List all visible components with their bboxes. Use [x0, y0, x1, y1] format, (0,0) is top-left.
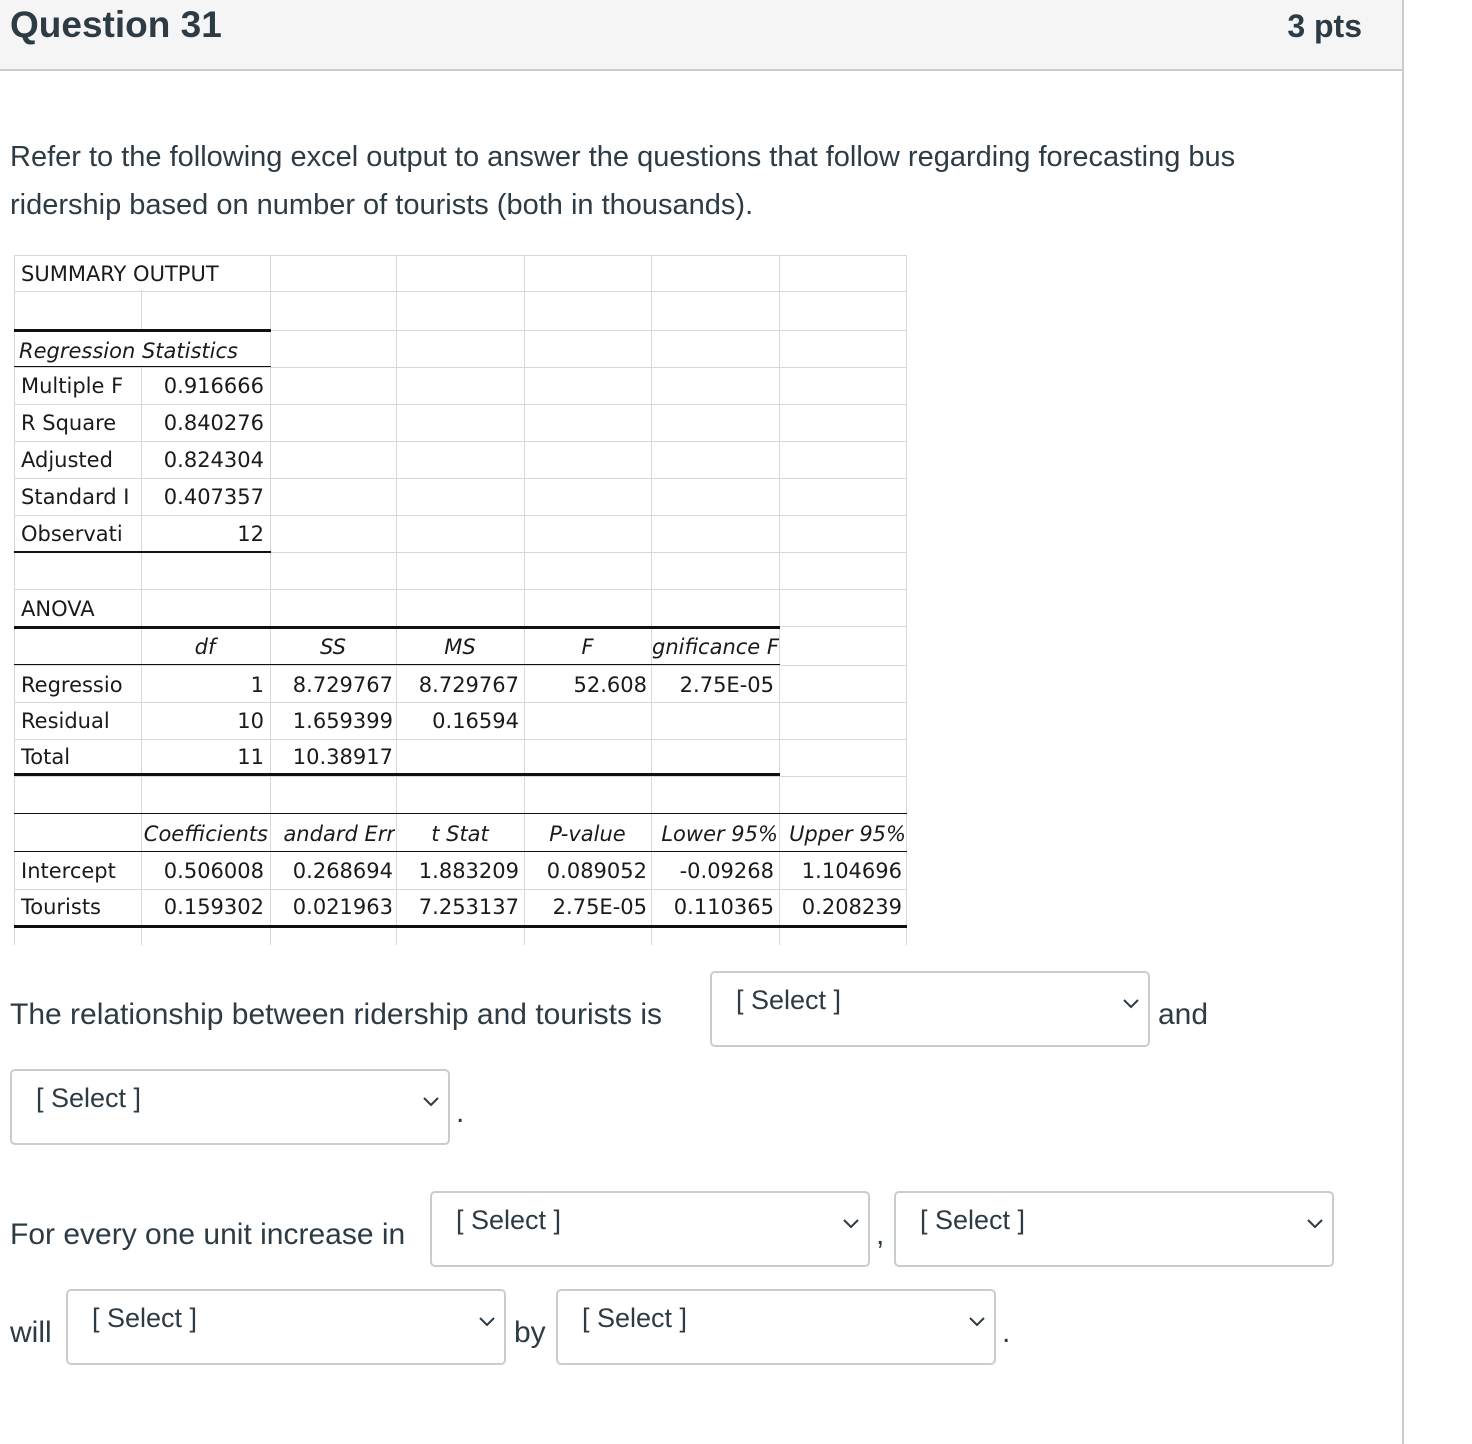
excel-stat-value: 0.407357 [163, 485, 264, 509]
sentence2-prefix: For every one unit increase in [10, 1218, 406, 1251]
excel-coef-row-label: Intercept [21, 859, 116, 883]
excel-summary-title: SUMMARY OUTPUT [21, 262, 219, 286]
chevron-down-icon [478, 1315, 496, 1329]
sentence2-comma: , [876, 1218, 885, 1251]
excel-stat-value: 0.916666 [163, 374, 264, 398]
excel-stat-label: Standard I [21, 485, 130, 509]
chevron-down-icon [842, 1217, 860, 1231]
excel-coef-cell: -0.09268 [679, 859, 774, 883]
excel-anova-cell: 10.38917 [292, 745, 393, 769]
excel-anova-cell: 8.729767 [418, 673, 519, 697]
independent-variable-select[interactable] [430, 1191, 870, 1267]
excel-coef-header: Upper 95% [789, 822, 906, 846]
excel-anova-header: MS [444, 635, 476, 659]
excel-coef-header: Lower 95% [661, 822, 778, 846]
excel-anova-row-label: Total [21, 745, 71, 769]
sentence1-and: and [1158, 998, 1209, 1031]
excel-anova-row-label: Regressio [21, 673, 123, 697]
excel-anova-cell: 11 [237, 745, 264, 769]
excel-coef-header: andard Err [283, 822, 395, 846]
excel-coef-cell: 2.75E-05 [552, 895, 647, 919]
excel-anova-cell: 0.16594 [432, 709, 519, 733]
excel-anova-cell: 10 [237, 709, 264, 733]
select-value: [ Select ] [920, 1205, 1026, 1235]
excel-coef-header: Coefficients [143, 822, 268, 846]
excel-regression-stats-title: Regression Statistics [19, 339, 238, 363]
excel-anova-cell: 1 [250, 673, 264, 697]
excel-coef-cell: 0.159302 [163, 895, 264, 919]
excel-stat-label: R Square [21, 411, 117, 435]
excel-stat-label: Observati [21, 522, 123, 546]
excel-anova-row-label: Residual [21, 709, 110, 733]
sentence1-period: . [456, 1096, 465, 1129]
change-direction-select[interactable] [66, 1289, 506, 1365]
sentence2-period: . [1002, 1316, 1011, 1349]
excel-coef-cell: 0.268694 [292, 859, 393, 883]
excel-stat-value: 0.824304 [163, 448, 264, 472]
question-title: Question 31 [10, 4, 222, 45]
select-value: [ Select ] [736, 985, 842, 1015]
excel-anova-cell: 2.75E-05 [679, 673, 774, 697]
excel-coef-cell: 1.883209 [418, 859, 519, 883]
excel-anova-header: SS [320, 635, 346, 659]
select-value: [ Select ] [582, 1303, 688, 1333]
sentence2-by: by [514, 1316, 546, 1349]
excel-coef-cell: 0.506008 [163, 859, 264, 883]
sentence1-prefix: The relationship between ridership and tourists is [10, 998, 663, 1031]
excel-anova-cell: 1.659399 [292, 709, 393, 733]
excel-anova-header: df [194, 635, 216, 659]
excel-stat-label: Multiple F [21, 374, 124, 398]
dependent-variable-select[interactable] [894, 1191, 1334, 1267]
sentence2-will: will [10, 1316, 52, 1349]
chevron-down-icon [1122, 997, 1140, 1011]
relationship-strength-select[interactable] [10, 1069, 450, 1145]
excel-coef-cell: 0.089052 [546, 859, 647, 883]
content-right-border [1402, 0, 1404, 1444]
chevron-down-icon [422, 1095, 440, 1109]
excel-coef-cell: 0.110365 [673, 895, 774, 919]
select-value: [ Select ] [36, 1083, 142, 1113]
excel-coef-header: t Stat [431, 822, 489, 846]
excel-anova-header: F [581, 635, 594, 659]
chevron-down-icon [968, 1315, 986, 1329]
chevron-down-icon [1306, 1217, 1324, 1231]
select-value: [ Select ] [92, 1303, 198, 1333]
excel-coef-row-label: Tourists [21, 895, 102, 919]
excel-stat-value: 12 [237, 522, 264, 546]
excel-coef-cell: 0.208239 [801, 895, 902, 919]
change-amount-select[interactable] [556, 1289, 996, 1365]
relationship-direction-select[interactable] [710, 971, 1150, 1047]
excel-coef-cell: 0.021963 [292, 895, 393, 919]
excel-anova-cell: 52.608 [573, 673, 647, 697]
select-value: [ Select ] [456, 1205, 562, 1235]
excel-stat-label: Adjusted [21, 448, 113, 472]
excel-anova-cell: 8.729767 [292, 673, 393, 697]
excel-coef-cell: 7.253137 [418, 895, 519, 919]
excel-coef-header: P-value [549, 822, 626, 846]
question-points: 3 pts [1287, 8, 1362, 44]
question-intro-text: Refer to the following excel output to answer the questions that follow regarding forecasting bus ridership based on number of tourists (both in thousands). [10, 141, 1236, 221]
excel-regression-output [14, 255, 907, 945]
question-header [0, 0, 1402, 71]
excel-anova-header: gnificance F [652, 635, 779, 659]
excel-stat-value: 0.840276 [163, 411, 264, 435]
excel-coef-cell: 1.104696 [801, 859, 902, 883]
excel-anova-title: ANOVA [21, 597, 95, 621]
